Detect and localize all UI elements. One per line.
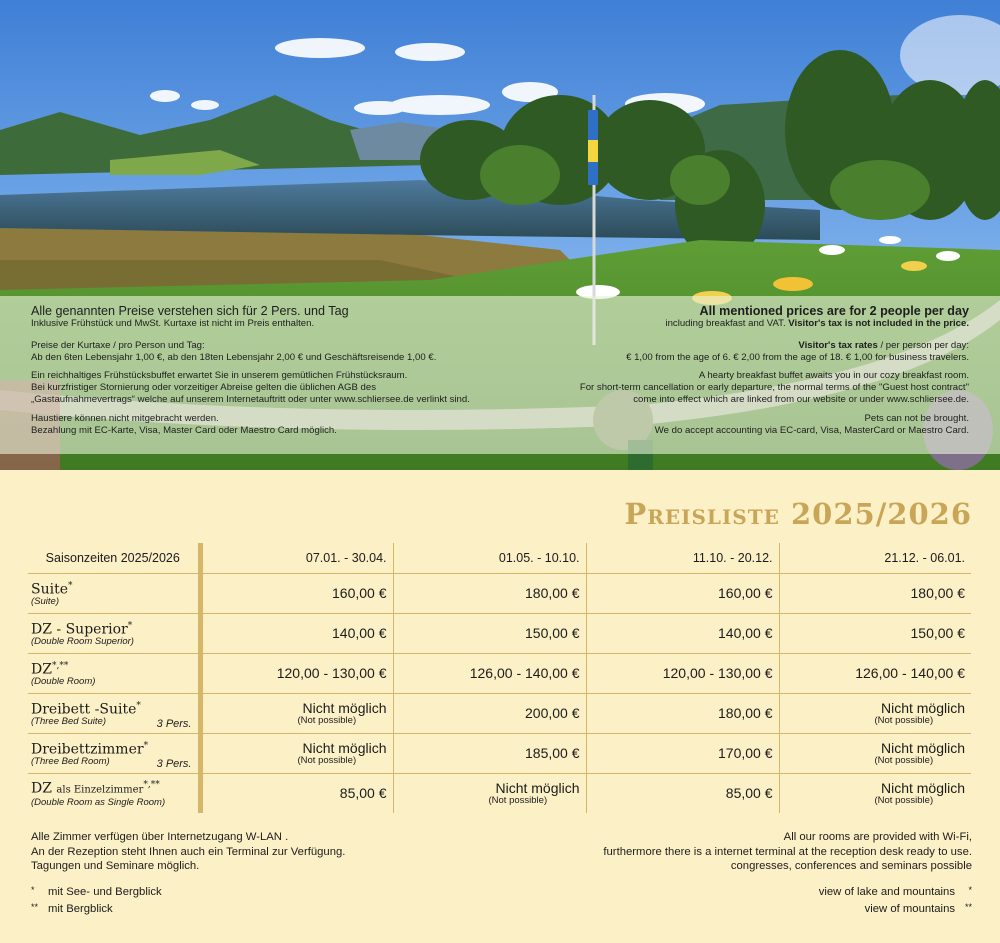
not-possible-text: Nicht möglich (302, 700, 387, 716)
legend-en-item (819, 883, 972, 900)
room-subtitle: (Suite) (31, 595, 59, 607)
season-header-row (28, 543, 971, 573)
room-name (31, 619, 198, 637)
season-4: 21.12. - 06.01. (779, 543, 971, 573)
info-de-line: Inklusive Frühstück und MwSt. Kurtaxe ist nicht im Preis enthalten. (31, 318, 315, 329)
room-name-cell (28, 733, 200, 773)
room-row (28, 693, 971, 733)
price-cell: 126,00 - 140,00 € (779, 653, 971, 693)
price-cell: 180,00 € (779, 573, 971, 613)
price-cell: 185,00 € (393, 733, 586, 773)
price-cell: 170,00 € (586, 733, 779, 773)
price-cell: 160,00 € (586, 573, 779, 613)
legend-text: mit See- und Bergblick (48, 886, 162, 898)
room-star: * (143, 741, 149, 752)
info-english (449, 305, 969, 437)
not-possible-cell (200, 693, 393, 733)
info-en-line-b: Visitor's tax is not included in the price. (788, 318, 969, 329)
info-de-payment: Bezahlung mit EC-Karte, Visa, Master Card oder Maestro Card möglich. (31, 424, 337, 436)
season-3: 11.10. - 20.12. (586, 543, 779, 573)
info-en-payment: We do accept accounting via EC-card, Visa, MasterCard or Maestro Card. (654, 424, 969, 436)
legend-de-item (31, 883, 162, 900)
not-possible-sub: (Not possible) (874, 715, 934, 726)
legend-english (819, 883, 972, 916)
price-cell: 200,00 € (393, 693, 586, 733)
room-subtitle: (Double Room Superior) (31, 635, 134, 647)
room-name-text: DZ (31, 781, 52, 798)
room-row (28, 653, 971, 693)
legend-german (31, 883, 162, 916)
footer-en-line: furthermore there is a internet terminal at the reception desk ready to use. (603, 845, 972, 858)
footer-de-line: Alle Zimmer verfügen über Internetzugang W-LAN . (31, 831, 289, 843)
room-subtitle: (Double Room) (31, 675, 96, 687)
legend-mark: ** (964, 901, 972, 912)
not-possible-cell (779, 693, 971, 733)
room-subtitle: (Double Room as Single Room) (31, 797, 166, 809)
info-en-cancel-1: For short-term cancellation or early departure, the normal terms of the "Guest host contract" (579, 382, 969, 394)
info-de-pets: Haustiere können nicht mitgebracht werden. (31, 412, 219, 424)
info-en-head: All mentioned prices are for 2 people per day (699, 304, 969, 318)
price-cell: 150,00 € (779, 613, 971, 653)
room-row (28, 733, 971, 773)
not-possible-sub: (Not possible) (488, 795, 548, 807)
legend-text: mit Bergblick (48, 902, 113, 915)
footer-en-line: congresses, conferences and seminars possible (730, 860, 972, 872)
info-en-pets: Pets can not be brought. (864, 412, 969, 424)
room-name-cell (28, 773, 200, 813)
room-star: * (127, 621, 133, 632)
room-name-text: Dreibettzimmer (31, 741, 144, 758)
season-1: 07.01. - 30.04. (200, 543, 393, 573)
info-en-cancel-2: come into effect which are linked from our website or under www.schliersee.de. (633, 394, 969, 406)
room-name (31, 739, 198, 757)
room-name (31, 699, 198, 717)
not-possible-text: Nicht möglich (880, 740, 965, 756)
room-name-text: Dreibett -Suite (31, 701, 137, 718)
not-possible-cell (393, 773, 586, 813)
not-possible-sub: (Not possible) (297, 715, 357, 726)
room-name-cell (28, 653, 200, 693)
legend-de-item (31, 900, 162, 917)
not-possible-text: Nicht möglich (302, 740, 387, 756)
legend-text: view of mountains (864, 902, 955, 915)
room-star: * (68, 581, 73, 592)
room-subtitle: (Three Bed Suite) (31, 715, 106, 727)
not-possible-cell (779, 773, 971, 813)
room-star: *,** (143, 780, 160, 791)
room-persons: 3 Pers. (156, 757, 192, 770)
room-name-text: DZ - Superior (31, 621, 128, 638)
room-persons: 3 Pers. (156, 717, 192, 730)
footer-de-line: Tagungen und Seminare möglich. (31, 860, 200, 872)
info-en-tax-line: € 1,00 from the age of 6. € 2,00 from the age of 18. € 1,00 for business travelers. (626, 352, 969, 364)
info-en-line (449, 318, 969, 330)
info-german (31, 305, 501, 437)
footer-en-line: All our rooms are provided with Wi-Fi, (783, 831, 972, 843)
room-name-cell (28, 573, 200, 613)
footer-de-line: An der Rezeption steht Ihnen auch ein Terminal zur Verfügung. (31, 845, 346, 858)
legend-mark: * (31, 885, 35, 895)
info-de-cancel-1: Bei kurzfristiger Stornierung oder vorzeitiger Abreise gelten die üblichen AGB des (31, 382, 377, 394)
footer-german (31, 830, 345, 874)
price-cell: 160,00 € (200, 573, 393, 613)
price-cell: 180,00 € (586, 693, 779, 733)
room-name (31, 659, 198, 677)
legend-text: view of lake and mountains (818, 886, 955, 898)
info-en-tax-head-a: Visitor's tax rates (798, 340, 878, 352)
not-possible-sub: (Not possible) (874, 795, 934, 807)
info-de-tax-head: Preise der Kurtaxe / pro Person und Tag: (31, 340, 205, 352)
price-cell: 126,00 - 140,00 € (393, 653, 586, 693)
room-name-cell (28, 613, 200, 653)
price-cell: 120,00 - 130,00 € (586, 653, 779, 693)
not-possible-sub: (Not possible) (874, 755, 934, 766)
room-name (31, 778, 198, 798)
room-row (28, 613, 971, 653)
legend-en-item (819, 900, 972, 917)
price-cell: 140,00 € (200, 613, 393, 653)
not-possible-cell (200, 733, 393, 773)
room-name-text: DZ (31, 661, 52, 678)
room-star: * (136, 701, 141, 712)
not-possible-sub: (Not possible) (297, 755, 357, 766)
room-name-suffix: als Einzelzimmer (56, 785, 144, 797)
info-de-cancel-2: „Gastaufnahmevertrags“ welche auf unserem Internetauftritt oder unter www.schliersee.de verlinkt sind. (31, 394, 470, 406)
not-possible-text: Nicht möglich (495, 780, 580, 797)
info-en-breakfast: A hearty breakfast buffet awaits you in our cozy breakfast room. (698, 370, 969, 382)
price-cell: 150,00 € (393, 613, 586, 653)
info-de-tax-line: Ab den 6ten Lebensjahr 1,00 €, ab den 18ten Lebensjahr 2,00 € und Geschäftsreisende 1,00 €. (31, 352, 437, 364)
info-en-line-a: including breakfast and VAT. (665, 318, 789, 329)
price-cell: 85,00 € (200, 773, 393, 813)
season-2: 01.05. - 10.10. (393, 543, 586, 573)
footer-english (603, 830, 972, 874)
room-name-cell (28, 693, 200, 733)
price-list-title: Preisliste 2025/2026 (624, 497, 972, 531)
info-en-tax-head (449, 340, 969, 352)
price-cell: 180,00 € (393, 573, 586, 613)
room-row (28, 573, 971, 613)
legend-mark: ** (31, 901, 39, 912)
not-possible-text: Nicht möglich (880, 700, 965, 716)
info-de-breakfast: Ein reichhaltiges Frühstücksbuffet erwartet Sie in unserem gemütlichen Frühstücksraum. (31, 370, 408, 382)
legend-mark: * (968, 885, 972, 895)
season-label: Saisonzeiten 2025/2026 (28, 543, 200, 573)
info-en-tax-head-b: / per person per day: (877, 340, 969, 352)
room-name (31, 579, 198, 597)
info-de-head: Alle genannten Preise verstehen sich für 2 Pers. und Tag (31, 304, 349, 318)
room-star: *,** (51, 661, 69, 672)
room-row (28, 773, 971, 813)
price-cell: 85,00 € (586, 773, 779, 813)
price-table (28, 543, 971, 813)
price-cell: 140,00 € (586, 613, 779, 653)
price-cell: 120,00 - 130,00 € (200, 653, 393, 693)
room-name-text: Suite (31, 581, 68, 598)
room-subtitle: (Three Bed Room) (31, 755, 110, 767)
not-possible-text: Nicht möglich (880, 780, 965, 797)
not-possible-cell (779, 733, 971, 773)
